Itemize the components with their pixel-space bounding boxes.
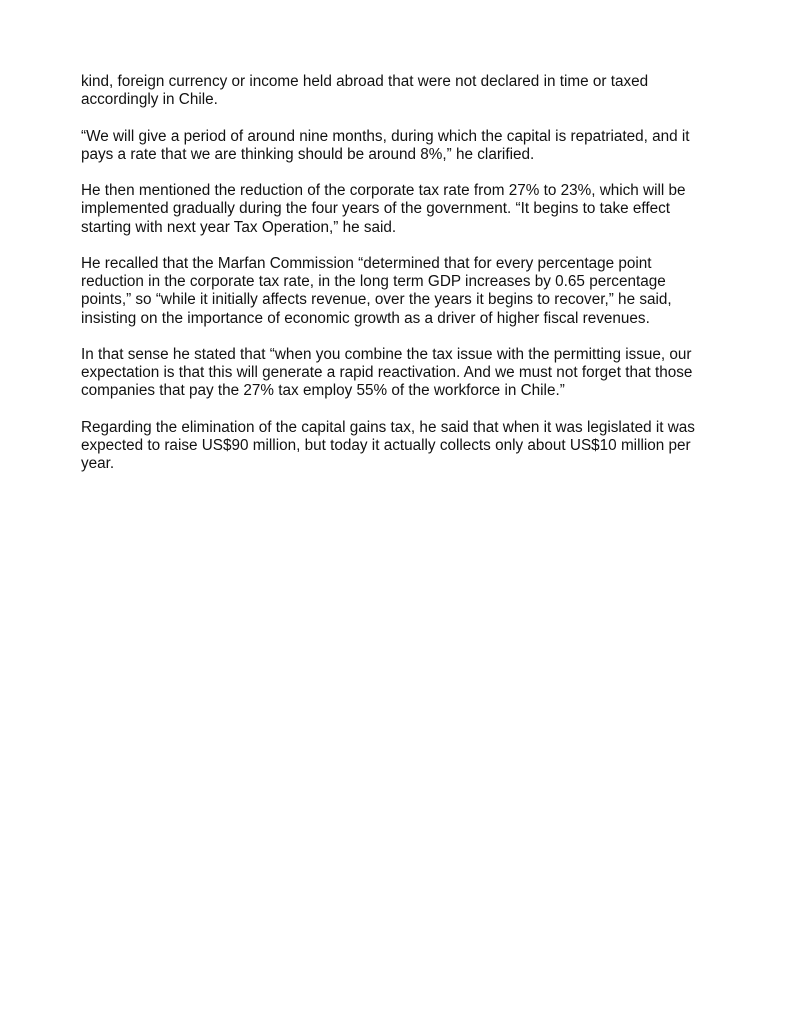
paragraph: Regarding the elimination of the capital gains tax, he said that when it was legislated it was expected to raise US$90 million, but today it actually collects only about US$10 million per year. — [81, 418, 695, 473]
article-body — [81, 73, 711, 492]
paragraph: “We will give a period of around nine months, during which the capital is repatriated, and it pays a rate that we are thinking should be around 8%,” he clarified. — [81, 127, 690, 163]
paragraph: He recalled that the Marfan Commission “determined that for every percentage point reduction in the corporate tax rate, in the long term GDP increases by 0.65 percentage points,” so “while it initially affects revenue, over the years it begins to recover,” he said, insisting on the importance of economic growth as a driver of higher fiscal revenues. — [81, 254, 672, 327]
paragraph: He then mentioned the reduction of the corporate tax rate from 27% to 23%, which will be implemented gradually during the four years of the government. “It begins to take effect starting with next year Tax Operation,” he said. — [81, 182, 686, 236]
paragraph: kind, foreign currency or income held abroad that were not declared in time or taxed accordingly in Chile. — [81, 73, 649, 109]
paragraph: In that sense he stated that “when you combine the tax issue with the permitting issue, our expectation is that this will generate a rapid reactivation. And we must not forget that those companies that pay the 27% tax employ 55% of the workforce in Chile.” — [81, 345, 693, 400]
